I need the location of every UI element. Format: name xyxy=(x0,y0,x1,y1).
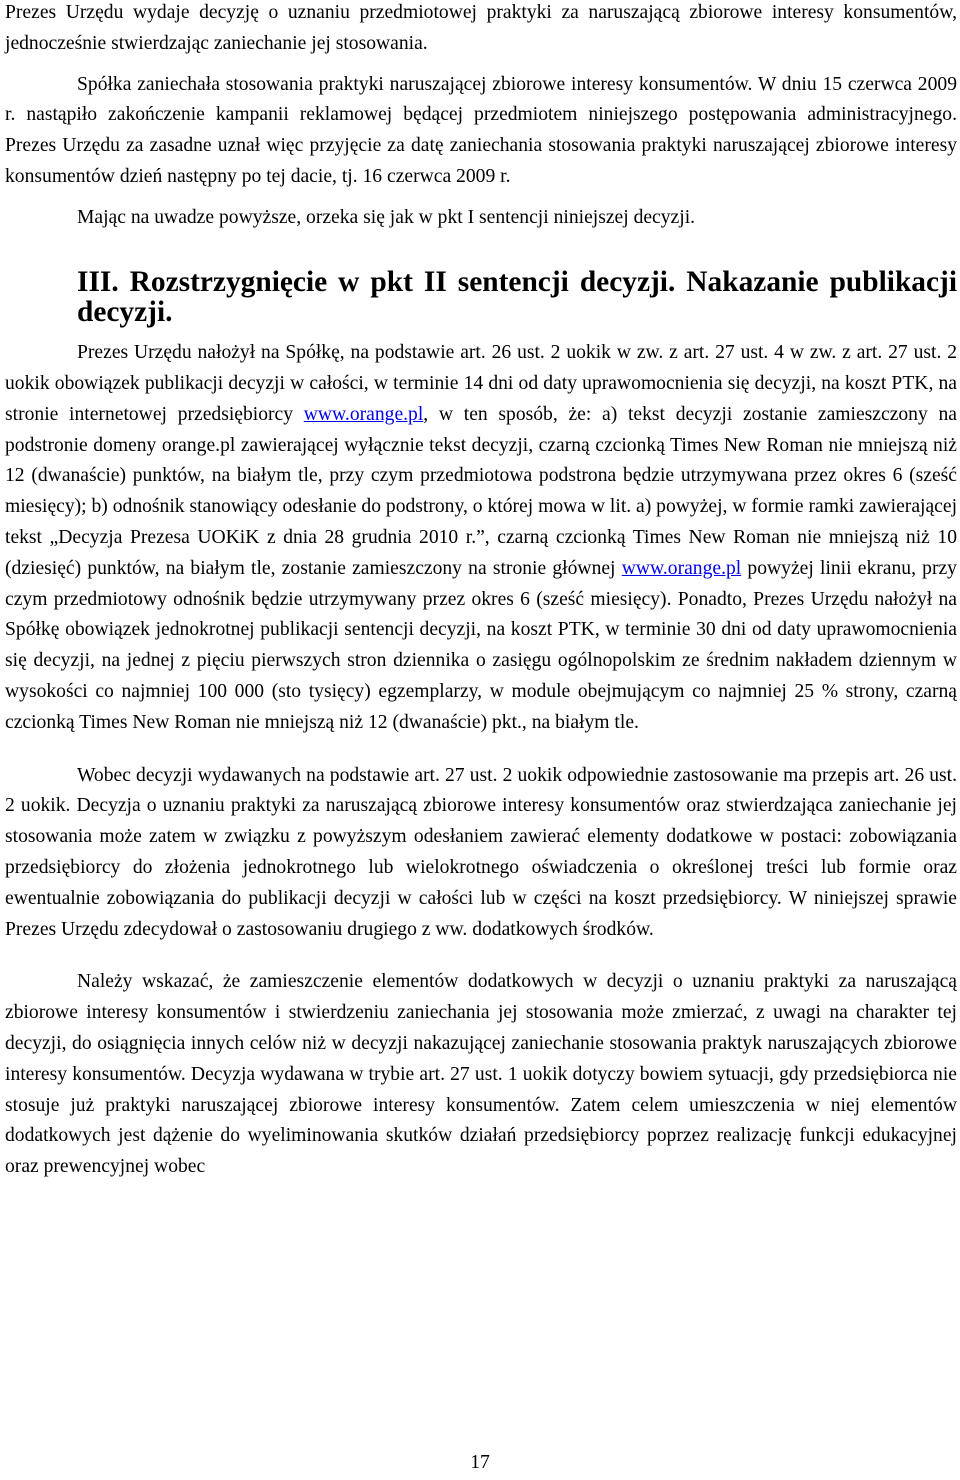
publication-text-part-1: Prezes Urzędu nałożył na Spółkę, na podstawie art. 26 ust. 2 uokik w zw. z art. 27 ust. 4 w zw. z art. 27 ust. 2 uokik obowiązek publikacji decyzji w całości, w terminie 14 dni od daty uprawomocnienia się decyzji, na koszt PTK, na stronie internetowej przedsiębiorcy xyxy=(5,342,957,425)
paragraph-legal-basis: Wobec decyzji wydawanych na podstawie art. 27 ust. 2 uokik odpowiednie zastosowanie ma przepis art. 26 ust. 2 uokik. Decyzja o uznaniu praktyki za naruszającą zbiorowe interesy konsumentów oraz stwierdzająca zaniechanie jej stosowania może zatem w związku z powyższym odesłaniem zawierać elementy dodatkowe w postaci: zobowiązania przedsiębiorcy do złożenia jednokrotnego lub wielokrotnego oświadczenia o określonej treści lub formie oraz ewentualnie zobowiązania do publikacji decyzji w całości lub w części na koszt przedsiębiorcy. W niniejszej sprawie Prezes Urzędu zdecydował o zastosowaniu drugiego z ww. dodatkowych środków. xyxy=(5,764,957,940)
page-number: 17 xyxy=(470,1452,490,1473)
paragraph-decision-summary: Prezes Urzędu wydaje decyzję o uznaniu przedmiotowej praktyki za naruszającą zbiorowe interesy konsumentów, jednocześnie stwierdzając zaniechanie jej stosowania. xyxy=(5,2,957,54)
paragraph-additional-elements: Należy wskazać, że zamieszczenie elementów dodatkowych w decyzji o uznaniu praktyki za naruszającą zbiorowe interesy konsumentów i stwierdzeniu zaniechania jej stosowania może zmierzać, z uwagi na charakter tej decyzji, do osiągnięcia innych celów niż w decyzji nakazującej zaniechanie stosowania praktyk naruszających zbiorowe interesy konsumentów. Decyzja wydawana w trybie art. 27 ust. 1 uokik dotyczy bowiem sytuacji, gdy przedsiębiorca nie stosuje już praktyki naruszającej zbiorowe interesy konsumentów. Zatem celem umieszczenia w niej elementów dodatkowych jest dążenie do wyeliminowania skutków działań przedsiębiorcy poprzez realizację funkcji edukacyjnej oraz prewencyjnej wobec xyxy=(5,971,957,1178)
orange-link-1[interactable]: www.orange.pl xyxy=(303,403,424,425)
publication-text-part-3: powyżej linii ekranu, przy czym przedmiotowy odnośnik będzie utrzymywany przez okres 6 (sześć miesięcy). Ponadto, Prezes Urzędu nałożył na Spółkę obowiązek jednokrotnej publikacji sentencji decyzji, na koszt PTK, w terminie 30 dni od daty uprawomocnienia się decyzji, na jednej z pięciu pierwszych stron dziennika o zasięgu ogólnopolskim ze średnim nakładem dziennym w wysokości co najmniej 100 000 (sto tysięcy) egzemplarzy, w module obejmującym co najmniej 25 % strony, czarną czcionką Times New Roman nie mniejszą niż 12 (dwanaście) pkt., na białym tle. xyxy=(5,557,957,733)
paragraph-cessation: Spółka zaniechała stosowania praktyki naruszającej zbiorowe interesy konsumentów. W dniu 15 czerwca 2009 r. nastąpiło zakończenie kampanii reklamowej będącej przedmiotem niniejszego postępowania administracyjnego. Prezes Urzędu za zasadne uznał więc przyjęcie za datę zaniechania stosowania praktyki naruszającej zbiorowe interesy konsumentów dzień następny po tej dacie, tj. 16 czerwca 2009 r. xyxy=(5,73,957,187)
orange-link-2[interactable]: www.orange.pl xyxy=(621,557,742,579)
paragraph-publication-order xyxy=(5,338,957,738)
publication-text-part-2: , w ten sposób, że: a) tekst decyzji zostanie zamieszczony na podstronie domeny orange.pl zawierającej wyłącznie tekst decyzji, czarną czcionką Times New Roman nie mniejszą niż 12 (dwanaście) punktów, na białym tle, przy czym przedmiotowa podstrona będzie utrzymywana przez okres 6 (sześć miesięcy); b) odnośnik stanowiący odesłanie do podstrony, o której mowa w lit. a) powyżej, w formie ramki zawierającej tekst „Decyzja Prezesa UOKiK z dnia 28 grudnia 2010 r.”, czarną czcionką Times New Roman nie mniejszą niż 10 (dziesięć) punktów, na białym tle, zostanie zamieszczony na stronie głównej xyxy=(5,403,958,579)
section-heading-iii: III. Rozstrzygnięcie w pkt II sentencji decyzji. Nakazanie publikacji decyzji. xyxy=(77,265,957,329)
paragraph-conclusion: Mając na uwadze powyższe, orzeka się jak w pkt I sentencji niniejszej decyzji. xyxy=(77,206,696,228)
